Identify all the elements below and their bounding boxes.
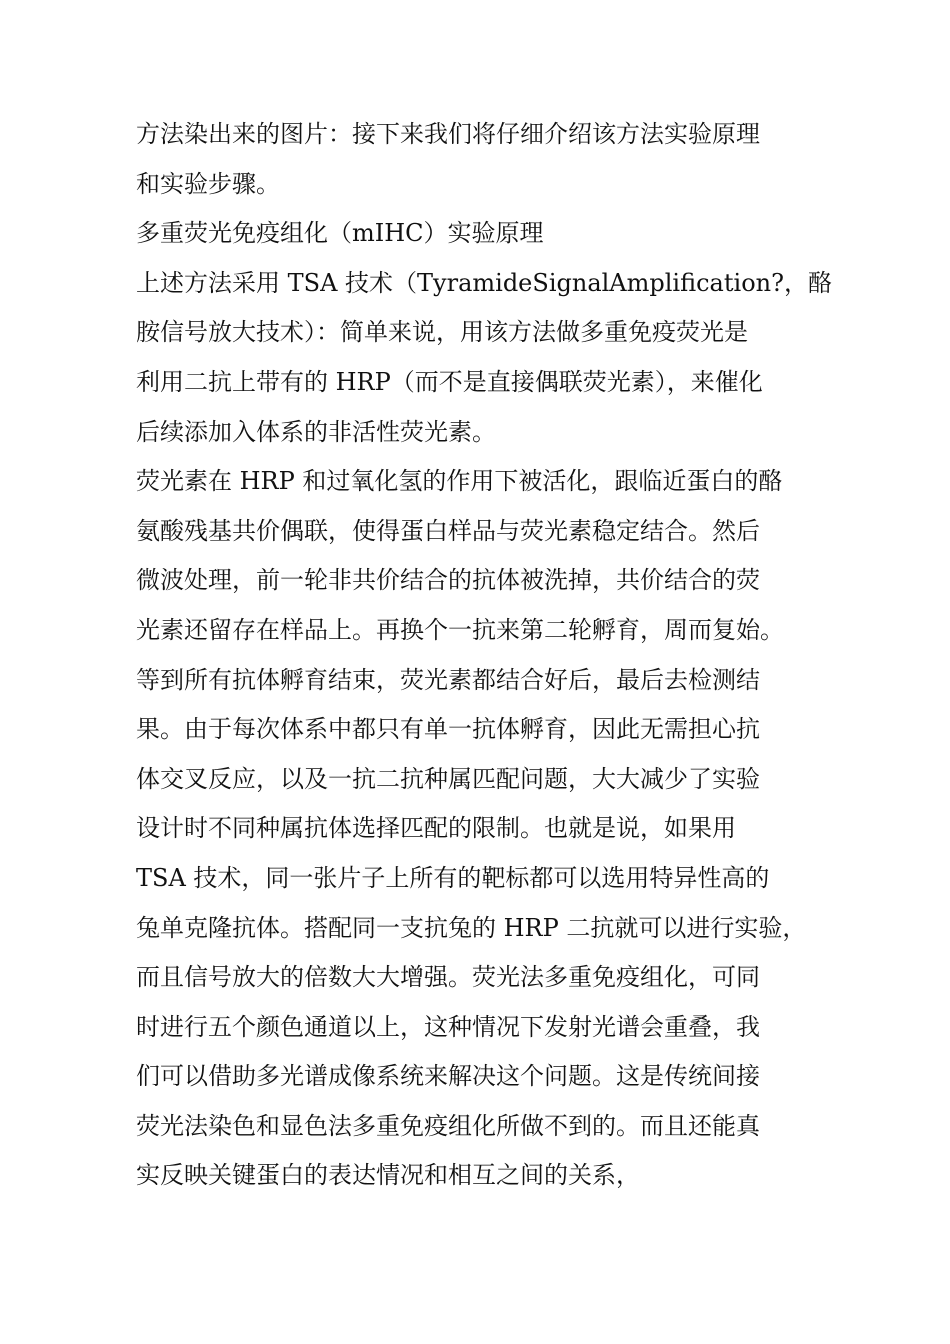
text-line: 们可以借助多光谱成像系统来解决这个问题。这是传统间接: [136, 1062, 760, 1091]
text-line: 和实验步骤。: [136, 169, 280, 198]
text-line: 兔单克隆抗体。搭配同一支抗兔的 HRP 二抗就可以进行实验，: [136, 913, 807, 942]
body-text: [136, 110, 836, 1201]
text-line: TSA 技术，同一张片子上所有的靶标都可以选用特异性高的: [136, 863, 770, 892]
text-line: 果。由于每次体系中都只有单一抗体孵育，因此无需担心抗: [136, 715, 760, 744]
text-line: 而且信号放大的倍数大大增强。荧光法多重免疫组化，可同: [136, 963, 760, 992]
text-line: 后续添加入体系的非活性荧光素。: [136, 417, 496, 446]
text-line: 利用二抗上带有的 HRP（而不是直接偶联荧光素），来催化: [136, 367, 763, 396]
text-line: 上述方法采用 TSA 技术（TyramideSignalAmplification?，酪: [136, 268, 832, 297]
text-line: 实反映关键蛋白的表达情况和相互之间的关系，: [136, 1161, 640, 1190]
text-line: 光素还留存在样品上。再换个一抗来第二轮孵育，周而复始。: [136, 615, 784, 644]
text-line: 时进行五个颜色通道以上，这种情况下发射光谱会重叠，我: [136, 1012, 760, 1041]
text-line: 设计时不同种属抗体选择匹配的限制。也就是说，如果用: [136, 814, 736, 843]
text-line: 等到所有抗体孵育结束，荧光素都结合好后，最后去检测结: [136, 665, 760, 694]
text-line: 荧光素在 HRP 和过氧化氢的作用下被活化，跟临近蛋白的酪: [136, 467, 783, 496]
section-heading: 多重荧光免疫组化（mIHC）实验原理: [136, 219, 544, 248]
text-line: 体交叉反应，以及一抗二抗种属匹配问题，大大减少了实验: [136, 764, 760, 793]
text-line: 氨酸残基共价偶联，使得蛋白样品与荧光素稳定结合。然后: [136, 516, 760, 545]
text-line: 荧光法染色和显色法多重免疫组化所做不到的。而且还能真: [136, 1111, 760, 1140]
text-line: 胺信号放大技术）：简单来说，用该方法做多重免疫荧光是: [136, 318, 748, 347]
text-line: 微波处理，前一轮非共价结合的抗体被洗掉，共价结合的荧: [136, 566, 760, 595]
text-line: 方法染出来的图片：接下来我们将仔细介绍该方法实验原理: [136, 120, 760, 148]
